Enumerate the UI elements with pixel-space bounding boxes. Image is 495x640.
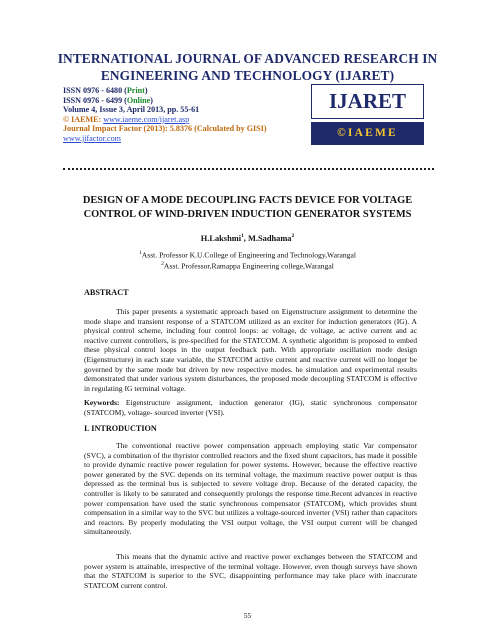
intro-p2-text: This means that the dynamic active and reactive power exchanges between the STATCOM and power system is attainable, irrespective of the terminal voltage. However, even though surveys have shown that the STATCOM is superior to the SVC, disappointing performance may take place with inaccurate STATCOM current control. [84, 552, 417, 590]
journal-title: INTERNATIONAL JOURNAL OF ADVANCED RESEARCH IN ENGINEERING AND TECHNOLOGY (IJARET) [57, 51, 438, 83]
affiliation-2-text: Asst. Professor,Ramappa Engineering college,Warangal [163, 261, 334, 271]
issn-print [63, 86, 267, 96]
keywords-text: Eigenstructure assignment, induction generator (IG), static synchronous compensator (STATCOM), voltage- sourced inverter (VSI). [84, 398, 417, 417]
journal-website-link[interactable]: www.iaeme.com/ijaret.asp [103, 114, 190, 124]
abstract-body [84, 307, 417, 393]
impact-factor: Journal Impact Factor (2013): 5.8376 (Calculated by GISI) [63, 124, 267, 134]
author-2-sup: 2 [291, 233, 295, 239]
author-separator: , [243, 233, 248, 243]
copyright-sep: : [98, 114, 104, 124]
issn-print-prefix: ISSN 0976 - 6480 ( [63, 86, 127, 95]
issn-online-prefix: ISSN 0976 - 6499 ( [63, 95, 127, 105]
issn-print-close: ) [144, 86, 148, 95]
journal-meta [63, 86, 267, 144]
affiliation-1-text: Asst. Professor K.U.College of Engineering and Technology,Warangal [141, 250, 356, 260]
issn-print-word: Print [126, 86, 145, 95]
affiliations [60, 249, 435, 271]
keywords-label: Keywords: [84, 398, 120, 407]
copyright-label: © IAEME [63, 114, 99, 124]
keywords [84, 398, 417, 417]
header-divider [63, 168, 434, 170]
introduction-heading: I. INTRODUCTION [84, 424, 157, 433]
author-1: H.Lakshmi [200, 233, 242, 243]
issn-online [63, 96, 267, 106]
affiliation-1-sup: 1 [139, 250, 142, 256]
iaeme-logo: ©IAEME [311, 122, 424, 145]
author-1-sup: 1 [241, 233, 244, 239]
issn-online-close: ) [150, 95, 153, 105]
issn-online-word: Online [126, 95, 151, 105]
authors [60, 233, 435, 243]
copyright-line [63, 115, 267, 125]
abstract-text: This paper presents a systematic approach based on Eigenstructure assignment to determine the mode shape and transient response of a STATCOM utilized as an exciter for induction generators (IG). A physical control scheme, including four control loops: ac voltage, dc voltage, ac active current and ac reactive current controllers, is pre-specified for the STATCOM. A synthetic algorithm is proposed to embed these physical control loops in the output feedback path. With appropriate oscillation mode design (Eigenstructure) in each state variable, the STATCOM active current and reactive current will no longer be governed by the same mode but driven by new respective modes. he simulation and experimental results demonstrated that under various system disturbances, the proposed mode decoupling STATCOM is effective in regulating IG terminal voltage. [84, 307, 417, 393]
affiliation-2 [60, 260, 435, 271]
paper-title: DESIGN OF A MODE DECOUPLING FACTS DEVICE FOR VOLTAGE CONTROL OF WIND-DRIVEN INDUCTION GENERATOR SYSTEMS [82, 195, 413, 220]
author-2: M.Sadhama [247, 233, 292, 243]
introduction-paragraph-1 [84, 441, 417, 537]
affiliation-2-sup: 2 [161, 261, 164, 268]
page-number: 55 [243, 611, 252, 620]
intro-p1-text: The conventional reactive power compensation approach employing static Var compensator (SVC), a combination of the thyristor controlled reactors and the fixed shunt capacitors, has made it possible to provide dynamic reactive power regulation for power systems. However, because the effective reactive power generated by the SVC depends on its terminal voltage, the maximum reactive power output is thus depressed as the terminal bus is subjected to severe voltage drop. Because of the derated capacity, the controller is likely to be saturated and consequently prolongs the response time.Recent advances in reactive power compensation have used the static synchronous compensator (STATCOM), which provides shunt compensation in a similar way to the SVC but utilizes a voltage-sourced inverter (VSI) rather than capacitors and reactors. By properly modulating the VSI output voltage, the VSI output current will be changed simultaneously. [84, 441, 417, 537]
abstract-heading: ABSTRACT [84, 288, 129, 297]
introduction-paragraph-2 [84, 552, 417, 590]
affiliation-1 [60, 249, 435, 260]
volume-info: Volume 4, Issue 3, April 2013, pp. 55-61 [63, 105, 200, 115]
jifactor-link[interactable]: www.jifactor.com [63, 133, 121, 143]
ijaret-logo: IJARET [311, 84, 424, 119]
